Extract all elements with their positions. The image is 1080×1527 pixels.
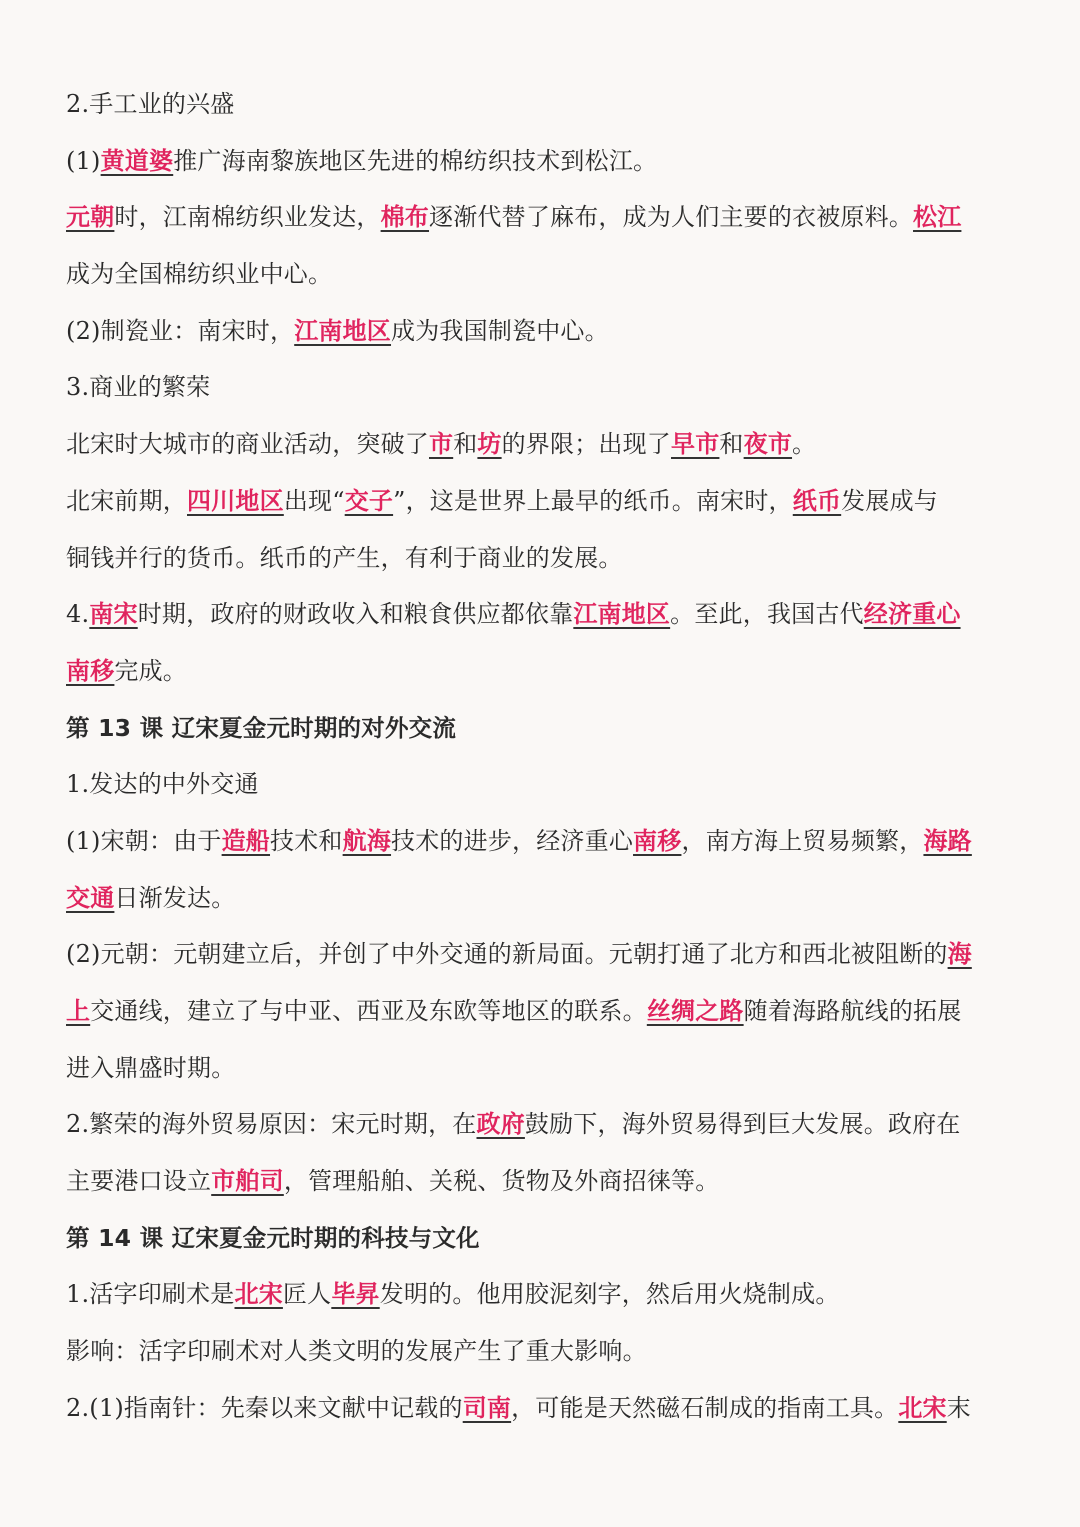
text-segment: 北宋时大城市的商业活动，突破了: [66, 430, 429, 459]
text-line: [66, 1323, 1016, 1380]
keyword: 北宋: [234, 1279, 283, 1309]
keyword: 市: [429, 429, 454, 459]
text-segment: 的界限；出现了: [501, 430, 672, 459]
text-line: [66, 133, 1016, 190]
text-segment: 2.手工业的兴盛: [66, 90, 235, 118]
keyword: 毕昇: [331, 1279, 380, 1309]
keyword: 棉布: [380, 202, 430, 232]
text-line: [66, 983, 1016, 1040]
text-line: [66, 416, 1016, 473]
text-line: [66, 530, 1016, 587]
text-segment: 技术的进步，经济重心: [391, 826, 634, 855]
text-segment: ”，这是世界上最早的纸币。南宋时，: [393, 486, 793, 515]
text-segment: 成为我国制瓷中心。: [391, 316, 609, 345]
text-line: [66, 1040, 1016, 1097]
text-line: [66, 926, 1016, 983]
text-segment: 成为全国棉纺织业中心。: [66, 260, 333, 289]
text-segment: 交通线，建立了与中亚、西亚及东欧等地区的联系。: [90, 997, 647, 1025]
keyword: 航海: [342, 825, 392, 855]
keyword: 市舶司: [211, 1166, 284, 1196]
text-line: [66, 76, 1016, 133]
text-segment: 鼓励下，海外贸易得到巨大发展。政府在: [524, 1110, 961, 1139]
keyword: 元朝: [66, 202, 115, 232]
text-line: [66, 473, 1016, 530]
text-segment: 出现“: [283, 486, 345, 515]
keyword: 松江: [913, 202, 962, 232]
text-segment: 推广海南黎族地区先进的棉纺织技术到松江。: [173, 146, 658, 175]
text-segment: 发展成与: [841, 486, 938, 515]
text-line: [66, 1380, 1016, 1437]
text-segment: 4.: [66, 600, 90, 629]
text-segment: 主要港口设立: [66, 1167, 212, 1196]
text-segment: 铜钱并行的货币。纸币的产生，有利于商业的发展。: [66, 543, 623, 572]
text-segment: 影响：活字印刷术对人类文明的发展产生了重大影响。: [66, 1337, 647, 1366]
text-segment: 3.商业的繁荣: [66, 373, 211, 402]
text-line: [66, 246, 1016, 303]
text-line: [66, 189, 1016, 246]
text-segment: 随着海路航线的拓展: [743, 997, 962, 1025]
text-segment: 和: [453, 430, 478, 459]
keyword: 政府: [476, 1109, 525, 1139]
text-segment: 完成。: [114, 656, 188, 685]
text-segment: 2.(1)指南针：先秦以来文献中记载的: [66, 1393, 463, 1422]
keyword: 北宋: [898, 1392, 947, 1422]
keyword: 黄道婆: [100, 145, 174, 175]
text-segment: 1.发达的中外交通: [66, 770, 259, 799]
text-segment: (2)元朝：元朝建立后，并创了中外交通的新局面。元朝打通了北方和西北被阻断的: [66, 940, 948, 969]
keyword: 南移: [66, 655, 115, 685]
text-segment: 日渐发达。: [114, 883, 236, 912]
text-segment: 时，江南棉纺织业发达，: [114, 203, 381, 232]
text-segment: 第 13 课 辽宋夏金元时期的对外交流: [66, 713, 457, 742]
text-segment: 技术和: [270, 826, 343, 855]
keyword: 造船: [221, 825, 271, 855]
text-segment: 时期，政府的财政收入和粮食供应都依靠: [137, 600, 574, 629]
text-segment: 。: [792, 430, 817, 459]
keyword: 司南: [462, 1392, 512, 1422]
keyword: 南移: [633, 825, 682, 855]
text-segment: ，管理船舶、关税、货物及外商招徕等。: [283, 1167, 720, 1196]
lesson-heading: [66, 700, 1016, 757]
text-segment: 进入鼎盛时期。: [66, 1053, 236, 1082]
keyword: 经济重心: [863, 599, 961, 629]
text-segment: 1.活字印刷术是: [66, 1280, 235, 1309]
keyword: 江南地区: [573, 599, 671, 629]
text-segment: ，可能是天然磁石制成的指南工具。: [511, 1393, 899, 1422]
lesson-heading: [66, 1210, 1016, 1267]
text-segment: 北宋前期，: [66, 486, 187, 515]
text-segment: 第 14 课 辽宋夏金元时期的科技与文化: [66, 1223, 480, 1252]
text-segment: 和: [719, 430, 744, 459]
text-line: [66, 359, 1016, 416]
text-line: [66, 870, 1016, 927]
keyword: 交子: [344, 485, 394, 515]
text-line: [66, 586, 1016, 643]
text-segment: 。至此，我国古代: [670, 600, 864, 629]
keyword: 四川地区: [187, 485, 284, 515]
text-segment: 匠人: [282, 1280, 332, 1309]
keyword: 夜市: [743, 429, 793, 459]
text-line: [66, 813, 1016, 870]
text-segment: (1): [66, 146, 101, 175]
keyword: 纸币: [792, 485, 842, 515]
keyword: 海: [947, 939, 972, 969]
text-line: [66, 1153, 1016, 1210]
keyword: 南宋: [89, 599, 138, 629]
text-segment: (2)制瓷业：南宋时，: [66, 316, 295, 345]
keyword: 丝绸之路: [646, 996, 744, 1025]
text-line: [66, 1266, 1016, 1323]
keyword: 上: [66, 996, 91, 1025]
keyword: 海路: [923, 825, 972, 855]
text-segment: 末: [946, 1393, 971, 1422]
text-line: [66, 303, 1016, 360]
text-segment: 2.繁荣的海外贸易原因：宋元时期，在: [66, 1110, 477, 1139]
text-segment: (1)宋朝：由于: [66, 826, 222, 855]
document-content: [66, 76, 1016, 1437]
text-line: [66, 756, 1016, 813]
keyword: 江南地区: [294, 315, 392, 345]
keyword: 坊: [477, 429, 502, 459]
keyword: 交通: [66, 882, 115, 912]
keyword: 早市: [671, 429, 720, 459]
text-segment: 发明的。他用胶泥刻字，然后用火烧制成。: [379, 1280, 840, 1309]
text-line: [66, 643, 1016, 700]
text-segment: 逐渐代替了麻布，成为人们主要的衣被原料。: [429, 203, 914, 232]
text-line: [66, 1096, 1016, 1153]
text-segment: ，南方海上贸易频繁，: [681, 826, 924, 855]
